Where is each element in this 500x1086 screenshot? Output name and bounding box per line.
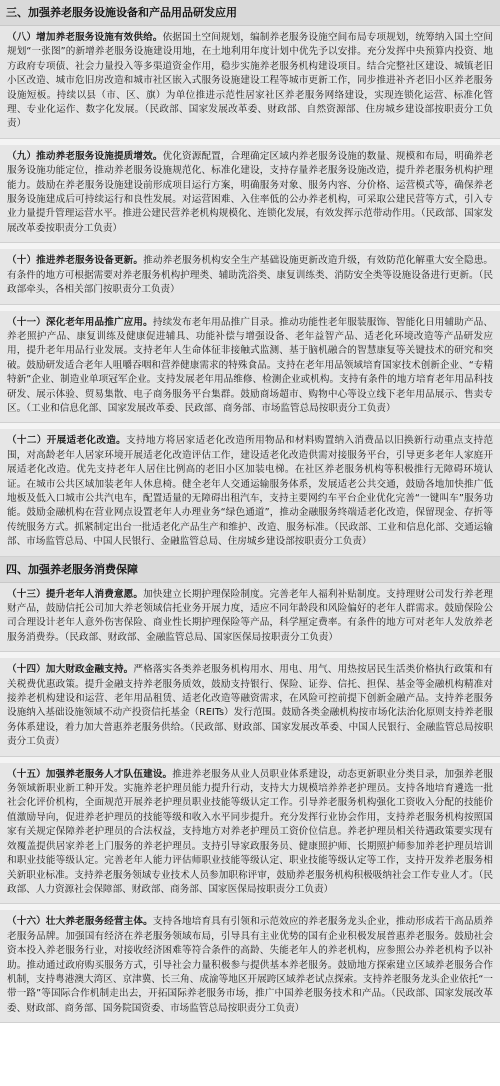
paragraph-title: （十三）提升老年人消费意愿。 bbox=[7, 588, 144, 600]
paragraph-body: 依据国土空间规划，编制养老服务设施空间布局专项规划，统筹纳入国土空间规划“一张图”的新增养老服务设施建设用地，在土地利用年度计划中优先予以安排。充分发挥中央预算内投资、地方政府专项债、社会力量投入等多渠道资金作用，稳步实施养老服务机构建设项目。结合完整社区建设、城镇老旧小区改造、城市危旧房改造和城市社区嵌入式服务设施建设工程等城市更新工作，同步推进补齐老旧小区养老服务设施短板。持续以县（市、区、旗）为单位推进示范性居家社区养老服务网络建设，实现连锁化运营、标准化管理、专业化运作、数字化发展。（民政部、国家发展改革委、财政部、自然资源部、住房城乡建设部按职责分工负责） bbox=[7, 32, 494, 130]
paragraph-item-11 bbox=[0, 311, 500, 424]
paragraph-title: （十六）壮大养老服务经营主体。 bbox=[7, 916, 153, 928]
paragraph-item-12 bbox=[0, 429, 500, 556]
paragraph-title: （十四）加大财政金融支持。 bbox=[7, 664, 134, 676]
paragraph-item-8 bbox=[0, 26, 500, 139]
paragraph-item-16 bbox=[0, 910, 500, 1023]
paragraph-body: 优化资源配置，合理确定区域内养老服务设施的数量、规模和布局，明确养老服务设施功能定位，推动养老服务设施规范化、标准化建设，支持存量养老服务设施改造，提升养老服务机构护理能力。鼓励在养老服务设施建设前形成项目运行方案，明确服务对象、服务内容、分价格、运营模式等，确保养老服务设施建成后可持续运行和良性发展。对运营困难、入住率低的公办养老机构，可采取公建民营等方式，引入专业力量提升管理运营水平。推进公建民营养老机构规模化、连锁化发展，有效发挥示范带动作用。（民政部、国家发展改革委按职责分工负责） bbox=[7, 150, 494, 234]
paragraph-body: 加快建立长期护理保险制度。完善老年人福利补贴制度。支持理财公司发行养老理财产品，鼓励信托公司加大养老领域信托业务开展力度，适应不同年龄段和风险偏好的老年人群需求。鼓励保险公司合理设计老年人意外伤害保险、商业性长期护理保险等产品，科学厘定费率。有条件的地方可对老年人发放养老服务消费券。（民政部、财政部、金融监管总局、国家医保局按职责分工负责） bbox=[7, 588, 494, 643]
paragraph-body: 严格落实各类养老服务机构用水、用电、用气、用热按居民生活类价格执行政策和有关税费优惠政策。提升金融支持养老服务质效，鼓励支持银行、保险、证券、信托、担保、基金等金融机构精准对接养老机构建设和运营、老年用品租赁、适老化改造等融资需求，在风险可控前提下创新金融产品。支持养老服务设施纳入基础设施领域不动产投资信托基金（REITs）发行范围。鼓励各类金融机构按市场化法治化原则支持养老服务体系建设，着力加大普惠养老服务供给。（民政部、财政部、国家发展改革委、中国人民银行、金融监管总局按职责分工负责） bbox=[7, 664, 494, 748]
paragraph-title: （九）推动养老服务设施提质增效。 bbox=[7, 150, 163, 162]
paragraph-title: （十二）开展适老化改造。 bbox=[7, 435, 127, 447]
paragraph-body: 持续发布老年用品推广目录。推动功能性老年服装服饰、智能化日用辅助产品、养老照护产品、康复训练及健康促进辅具、功能补偿与增强设备、老年益智产品、适老化环境改造等产品研发应用，提升老年用品行业发展。支持老年人生命体征非接触式监测、基于脑机融合的智慧康复等关键技术的研究和突破。鼓励研发适合老年人咀嚼吞咽和营养健康需求的特殊食品。支持在老年用品领域培育国家技术创新企业、“专精特新”企业、制造业单项冠军企业。支持发展老年用品维修、检测企业或机构。支持有条件的地方培育老年用品科技研发、展示体验、贸易集散、电子商务服务平台集群。鼓励商场超市、购物中心等设立线下老年用品展示、售卖专区。（工业和信息化部、国家发展改革委、民政部、商务部、市场监管总局按职责分工负责） bbox=[7, 316, 494, 414]
section-heading-3: 三、加强养老服务设施设备和产品用品研发应用 bbox=[0, 0, 500, 26]
paragraph-title: （八）增加养老服务设施有效供给。 bbox=[7, 32, 163, 43]
paragraph-body: 支持各地培育具有引领和示范效应的养老服务龙头企业，推动形成若干高品质养老服务品牌。加强国有经济在养老服务领域布局，引导具有主业优势的国有企业积极发展普惠养老服务。鼓励社会资本投入养老服务行业，对接收经济困难等符合条件的高龄、失能老年人的养老机构，应参照公办养老机构予以补助。推动通过政府购买服务方式，引导社会力量积极参与提供基本养老服务。鼓励地方探索建立区域养老服务合作机制，支持粤港澳大湾区、京津冀、长三角、成渝等地区开展跨区域养老试点探索。支持养老服务龙头企业依托“一带一路”等国际合作机制走出去，开拓国际养老服务市场，推广中国养老服务技术和产品。（民政部、国家发展改革委、财政部、商务部、国务院国资委、市场监管总局按职责分工负责） bbox=[7, 916, 494, 1014]
paragraph-item-14 bbox=[0, 658, 500, 756]
paragraph-item-15 bbox=[0, 763, 500, 905]
paragraph-item-9 bbox=[0, 145, 500, 243]
paragraph-item-10 bbox=[0, 249, 500, 304]
paragraph-title: （十一）深化老年用品推广应用。 bbox=[7, 316, 153, 328]
paragraph-body: 支持地方将居家适老化改造所用物品和材料购置纳入消费品以旧换新行动重点支持范围，对高龄老年人居家环境开展适老化改造评估工作，建设适老化改造供需对接服务平台，引导更多老年人家庭开展适老化改造。优先支持老年人居住比例高的老旧小区加装电梯。在社区养老服务机构等积极推行无障碍环境认证。在城市公共区域加装老年人休息椅。健全老年人交通运输服务体系，发展适老公共交通，鼓励各地加快推广低地板及低入口城市公共汽电车，配置适量的无障碍出租汽车，支持主要网约车平台企业优化完善“一键叫车”服务功能。鼓励金融机构在营业网点设置老年人办理业务“绿色通道”，推动金融服务终端适老化改造，保留现金、存折等传统服务方式。抓紧制定出台一批适老化产品生产和维护、改造、服务标准。（民政部、工业和信息化部、交通运输部、市场监管总局、中国人民银行、金融监管总局、住房城乡建设部按职责分工负责） bbox=[7, 435, 494, 548]
section-heading-4: 四、加强养老服务消费保障 bbox=[0, 557, 500, 583]
paragraph-body: 推进养老服务从业人员职业体系建设，动态更新职业分类目录，加强养老服务领域新职业新工种开发。实施养老护理员能力提升行动，支持大力规模培养养老护理员。支持各地培育遴选一批社会化评价机构，全面规范开展养老护理员职业技能等级认定工作。引导养老服务机构强化工资收入分配的技能价值激励导向，促进养老护理员的技能等级和收入水平同步提升。充分发挥行业协会作用，支持养老服务机构按照国家有关规定保障养老护理员的合法权益，支持地方对养老护理员工资价位信息。养老护理员相关待遇政策要实现有效覆盖提供居家养老上门服务的养老护理员。支持引导家政服务员、健康照护师、长期照护师参加养老护理员培训和职业技能等级认定。完善老年人能力评估师职业技能等级认定、职业技能等级认定等工作，支持开发养老服务相关新职业标准。支持养老服务领域专业技术人员参加职称评审，鼓励养老服务机构积极吸纳社会工作专业人才。（民政部、人力资源社会保障部、财政部、商务部、国家医保局按职责分工负责） bbox=[7, 768, 494, 895]
paragraph-title: （十五）加强养老服务人才队伍建设。 bbox=[7, 768, 173, 780]
paragraph-item-13 bbox=[0, 583, 500, 653]
paragraph-body: 推动养老服务机构安全生产基础设施更新改造升级，有效防范化解重大安全隐患。有条件的地方可根据需要对养老服务机构护理类、辅助洗浴类、康复训练类、消防安全类等设施设备进行更新。（民政部牵头，各相关部门按职责分工负责） bbox=[7, 255, 494, 296]
paragraph-title: （十）推进养老服务设备更新。 bbox=[7, 255, 144, 267]
